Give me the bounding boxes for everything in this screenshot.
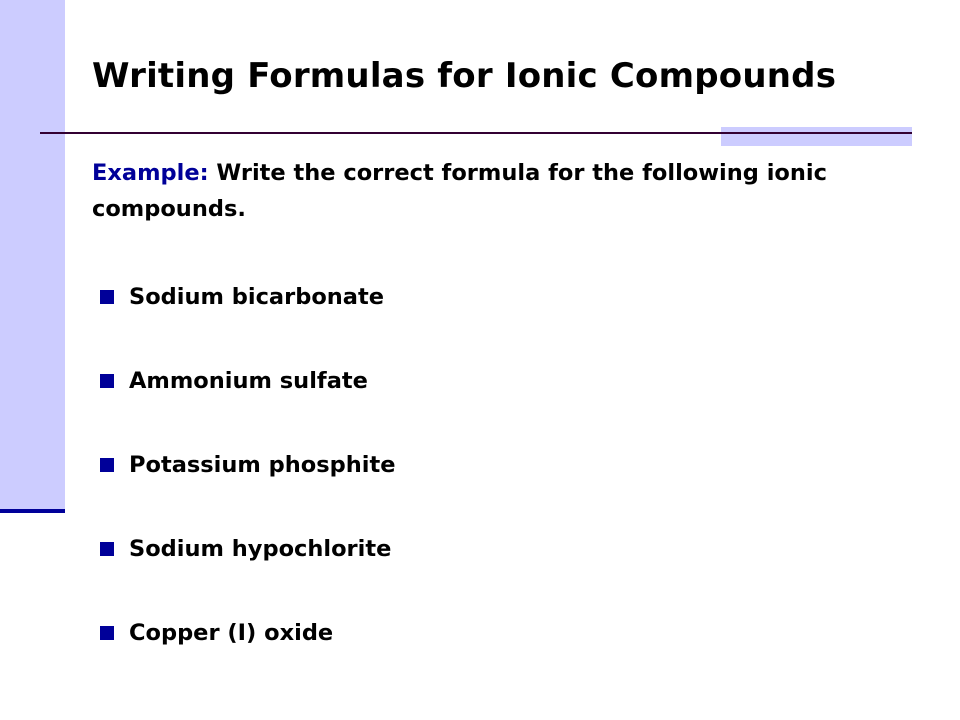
left-accent-line	[0, 509, 65, 513]
square-bullet-icon	[100, 290, 114, 304]
list-item-label: Ammonium sulfate	[129, 368, 368, 394]
divider-accent-line	[721, 132, 912, 134]
example-label: Example:	[92, 160, 209, 186]
left-sidebar-bar	[0, 0, 65, 510]
list-item-label: Copper (I) oxide	[129, 620, 334, 646]
list-item-label: Potassium phosphite	[129, 452, 396, 478]
list-item-label: Sodium hypochlorite	[129, 536, 392, 562]
square-bullet-icon	[100, 542, 114, 556]
divider-accent-block	[721, 127, 912, 146]
example-text: Write the correct formula for the following ionic compounds.	[92, 160, 827, 222]
square-bullet-icon	[100, 626, 114, 640]
square-bullet-icon	[100, 374, 114, 388]
list-item-label: Sodium bicarbonate	[129, 284, 384, 310]
slide-title: Writing Formulas for Ionic Compounds	[92, 56, 837, 96]
example-prompt	[92, 155, 892, 227]
square-bullet-icon	[100, 458, 114, 472]
